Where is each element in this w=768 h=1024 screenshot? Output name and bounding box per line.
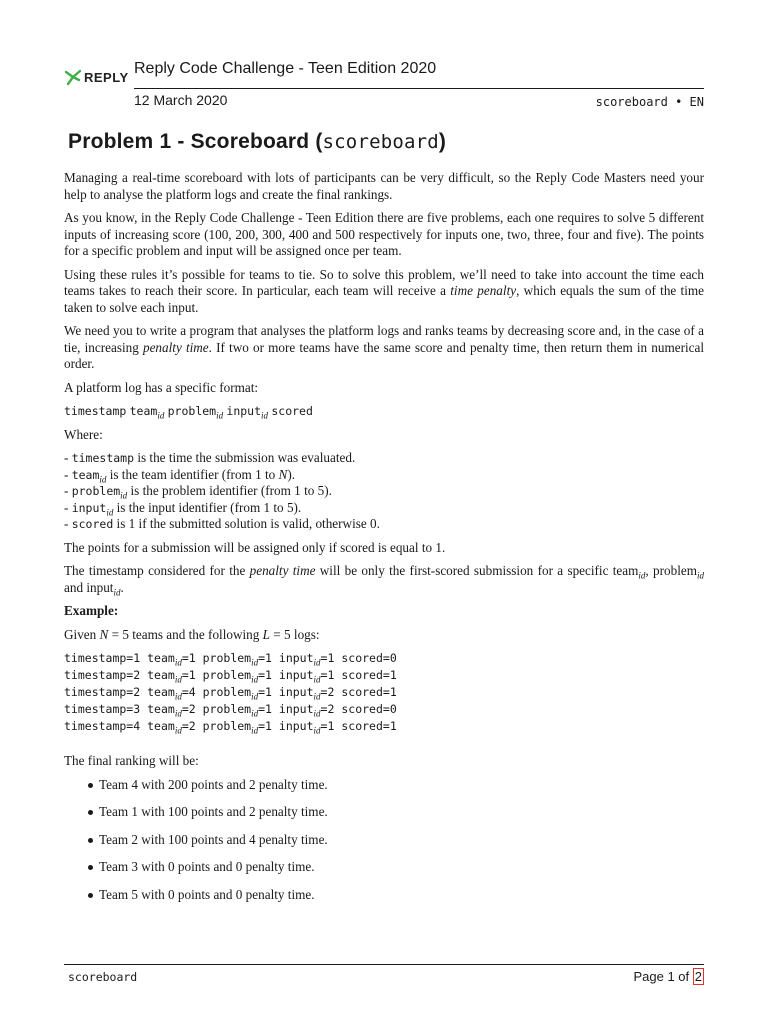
header-problem-code: scoreboard • EN xyxy=(595,95,704,109)
log-key: timestamp= xyxy=(64,702,134,716)
log-key: = xyxy=(320,651,328,665)
log-key: = xyxy=(320,719,328,733)
log-value: 1 xyxy=(265,702,272,716)
title-code: scoreboard xyxy=(322,131,439,153)
log-key: = xyxy=(181,668,189,682)
text-span: . If two or more teams have the same score and penalty time, then return them in numerical order. xyxy=(64,339,704,371)
definition-item: - input$_{id}$ is the input identifier (from 1 to 5). xyxy=(64,499,302,518)
definition-text: is the team identifier (from 1 to xyxy=(106,466,279,482)
log-value: 1 xyxy=(389,668,397,682)
log-key: team xyxy=(140,702,175,716)
definition-item: - timestamp is the time the submission was evaluated. xyxy=(64,450,356,465)
format-input: input xyxy=(226,404,262,418)
log-key: scored= xyxy=(334,702,390,716)
format-timestamp: timestamp xyxy=(64,404,127,418)
subscript: id xyxy=(216,410,224,421)
log-value: 1 xyxy=(188,668,196,682)
log-key: = xyxy=(258,719,266,733)
log-key: input xyxy=(271,685,314,699)
log-key: = xyxy=(320,668,328,682)
header-divider xyxy=(134,88,704,89)
subscript: id xyxy=(174,674,182,685)
total-pages-link[interactable]: 2 xyxy=(694,969,702,984)
subscript: id xyxy=(251,708,259,719)
log-key: input xyxy=(271,668,314,682)
definition-text: is the input identifier (from 1 to 5). xyxy=(113,499,302,515)
text-span: The timestamp considered for the xyxy=(64,563,250,578)
log-key: scored= xyxy=(334,685,390,699)
log-key: = xyxy=(258,702,266,716)
subscript: id xyxy=(638,570,646,581)
log-value: 1 xyxy=(265,668,272,682)
log-value: 0 xyxy=(389,702,397,716)
ranking-item: Team 1 with 100 points and 2 penalty time. xyxy=(64,804,704,832)
log-value: 1 xyxy=(265,685,272,699)
log-value: 4 xyxy=(133,719,141,733)
header-date: 12 March 2020 xyxy=(134,92,228,108)
log-value: 2 xyxy=(327,702,335,716)
subscript: id xyxy=(251,657,259,668)
title-prefix: Problem 1 - Scoreboard ( xyxy=(68,130,323,153)
log-key: problem xyxy=(195,685,252,699)
reply-logo xyxy=(64,68,129,86)
log-key: problem xyxy=(195,719,252,733)
paragraph-ties xyxy=(64,267,704,317)
definition-code: team xyxy=(71,467,100,482)
subscript: id xyxy=(261,410,269,421)
text-span: , problem xyxy=(645,563,697,578)
subscript: id xyxy=(99,474,107,485)
log-key: timestamp= xyxy=(64,651,134,665)
ranking-item: Team 4 with 200 points and 2 penalty time. xyxy=(64,777,704,805)
format-problem: problem xyxy=(167,404,217,418)
definition-code: timestamp xyxy=(71,451,135,465)
log-key: team xyxy=(140,719,175,733)
log-key: problem xyxy=(195,668,252,682)
log-value: 4 xyxy=(188,685,196,699)
log-key: timestamp= xyxy=(64,719,134,733)
log-key: = xyxy=(181,651,189,665)
subscript: id xyxy=(251,725,259,736)
log-key: = xyxy=(181,719,189,733)
log-key: timestamp= xyxy=(64,668,134,682)
definition-item: - team$_{id}$ is the team identifier (from 1 to N). xyxy=(64,466,296,485)
log-line xyxy=(64,701,704,718)
example-logs xyxy=(64,650,704,735)
definition-code: problem xyxy=(71,484,121,498)
log-value: 3 xyxy=(133,702,141,716)
text-span: We need you to write a program that analyses the platform logs and ranks teams by decreasing score and, in the case of a tie, increasing xyxy=(64,323,704,355)
subscript: id xyxy=(313,691,321,702)
page-prefix: Page 1 of xyxy=(633,969,693,984)
ranking-item: Team 5 with 0 points and 0 penalty time. xyxy=(64,887,704,915)
math-var: L xyxy=(262,626,270,642)
log-key: team xyxy=(140,651,175,665)
log-key: = xyxy=(320,685,328,699)
log-line xyxy=(64,718,704,735)
definition-text: is 1 if the submitted solution is valid, otherwise 0. xyxy=(113,516,380,531)
subscript: id xyxy=(174,691,182,702)
paragraph-given xyxy=(64,627,704,644)
ranking-intro: The final ranking will be: xyxy=(64,753,199,768)
subscript: id xyxy=(313,657,321,668)
log-key: = xyxy=(181,702,189,716)
problem-statement xyxy=(64,170,704,914)
paragraph-rules: As you know, in the Reply Code Challenge - Teen Edition there are five problems, each one requires to solve 5 different inputs of increasing score (100, 200, 300, 400 and 500 respectively for inputs one, two, three, four and five). The points for a specific problem and input will be assigned once per team. xyxy=(64,210,704,258)
subscript: id xyxy=(120,490,128,501)
log-value: 2 xyxy=(327,685,335,699)
log-key: scored= xyxy=(334,651,390,665)
log-key: team xyxy=(140,685,175,699)
paragraph-points-rule: The points for a submission will be assigned only if scored is equal to 1. xyxy=(64,539,446,555)
log-value: 2 xyxy=(133,668,141,682)
text-span: Given xyxy=(64,626,100,642)
text-span: . xyxy=(120,579,124,595)
text-span: and input xyxy=(64,579,114,595)
text-span: = 5 teams and the following xyxy=(108,626,263,642)
log-key: timestamp= xyxy=(64,685,134,699)
text-span: Using these rules it’s possible for teams to tie. So to solve this problem, we’ll need to take into account the time each teams takes to reach their score. In particular, each team will receive a xyxy=(64,266,704,298)
log-value: 1 xyxy=(265,651,272,665)
subscript: id xyxy=(313,674,321,685)
log-value: 1 xyxy=(133,651,141,665)
problem-title xyxy=(68,130,446,154)
subscript: id xyxy=(251,691,259,702)
subscript: id xyxy=(174,657,182,668)
log-value: 2 xyxy=(188,719,196,733)
definition-text: ). xyxy=(287,466,296,482)
emphasis: time penalty xyxy=(450,283,517,298)
definition-text: is the time the submission was evaluated. xyxy=(134,450,356,465)
text-span: = 5 logs: xyxy=(269,626,320,642)
definition-item: - scored is 1 if the submitted solution is valid, otherwise 0. xyxy=(64,516,380,531)
log-key: input xyxy=(271,702,314,716)
definition-code: scored xyxy=(71,517,114,531)
paragraph-format-intro: A platform log has a specific format: xyxy=(64,379,259,395)
format-scored: scored xyxy=(271,404,313,418)
log-value: 1 xyxy=(389,719,397,733)
ranking-list xyxy=(64,777,704,915)
paragraph-intro: Managing a real-time scoreboard with lots of participants can be very difficult, so the Reply Code Masters need your help to analyse the platform logs and create the final rankings. xyxy=(64,170,704,202)
log-key: = xyxy=(320,702,328,716)
reply-logo-icon xyxy=(64,68,82,86)
log-key: scored= xyxy=(334,719,390,733)
log-key: problem xyxy=(195,702,252,716)
footer-problem-code: scoreboard xyxy=(68,970,138,984)
log-value: 1 xyxy=(389,685,397,699)
emphasis: penalty time xyxy=(142,339,209,355)
log-value: 1 xyxy=(188,651,196,665)
footer-divider xyxy=(64,964,704,965)
format-team: team xyxy=(129,404,158,418)
log-key: input xyxy=(271,719,314,733)
log-key: = xyxy=(181,685,189,699)
definition-text: is the problem identifier (from 1 to 5). xyxy=(127,483,332,498)
subscript: id xyxy=(174,708,182,719)
subscript: id xyxy=(313,725,321,736)
ranking-item: Team 2 with 100 points and 4 penalty time. xyxy=(64,832,704,860)
paragraph-penalty-rule xyxy=(64,563,704,596)
math-var: N xyxy=(278,466,288,482)
subscript: id xyxy=(251,674,259,685)
text-span: , which equals the sum of the time taken to solve each input. xyxy=(64,283,704,315)
log-value: 1 xyxy=(327,719,335,733)
title-suffix: ) xyxy=(438,130,447,153)
log-value: 2 xyxy=(188,702,196,716)
emphasis: penalty time xyxy=(249,563,316,578)
where-label: Where: xyxy=(64,426,103,442)
log-key: input xyxy=(271,651,314,665)
ranking-item: Team 3 with 0 points and 0 penalty time. xyxy=(64,859,704,887)
definition-list xyxy=(64,450,704,533)
log-key: = xyxy=(258,651,266,665)
text-span: will be only the first-scored submission for a specific team xyxy=(315,563,639,578)
log-value: 1 xyxy=(327,668,335,682)
paragraph-task xyxy=(64,323,704,373)
log-key: scored= xyxy=(334,668,390,682)
log-key: = xyxy=(258,685,266,699)
log-value: 2 xyxy=(133,685,141,699)
log-value: 1 xyxy=(327,651,335,665)
log-key: team xyxy=(140,668,175,682)
header-title: Reply Code Challenge - Teen Edition 2020 xyxy=(134,60,437,77)
subscript: id xyxy=(157,410,165,421)
log-format xyxy=(64,403,704,420)
log-line xyxy=(64,667,704,684)
definition-code: input xyxy=(71,500,107,515)
log-key: problem xyxy=(195,651,252,665)
subscript: id xyxy=(174,725,182,736)
page-number xyxy=(633,969,704,984)
log-line xyxy=(64,650,704,667)
example-heading: Example: xyxy=(64,603,119,618)
log-value: 1 xyxy=(265,719,272,733)
subscript: id xyxy=(113,587,121,598)
log-value: 0 xyxy=(389,651,397,665)
subscript: id xyxy=(696,570,704,581)
log-line xyxy=(64,684,704,701)
logo-text: REPLY xyxy=(84,69,129,85)
definition-item: - problem$_{id}$ is the problem identifier (from 1 to 5). xyxy=(64,483,332,501)
subscript: id xyxy=(106,507,114,518)
math-var: N xyxy=(99,626,109,642)
subscript: id xyxy=(313,708,321,719)
log-key: = xyxy=(258,668,266,682)
